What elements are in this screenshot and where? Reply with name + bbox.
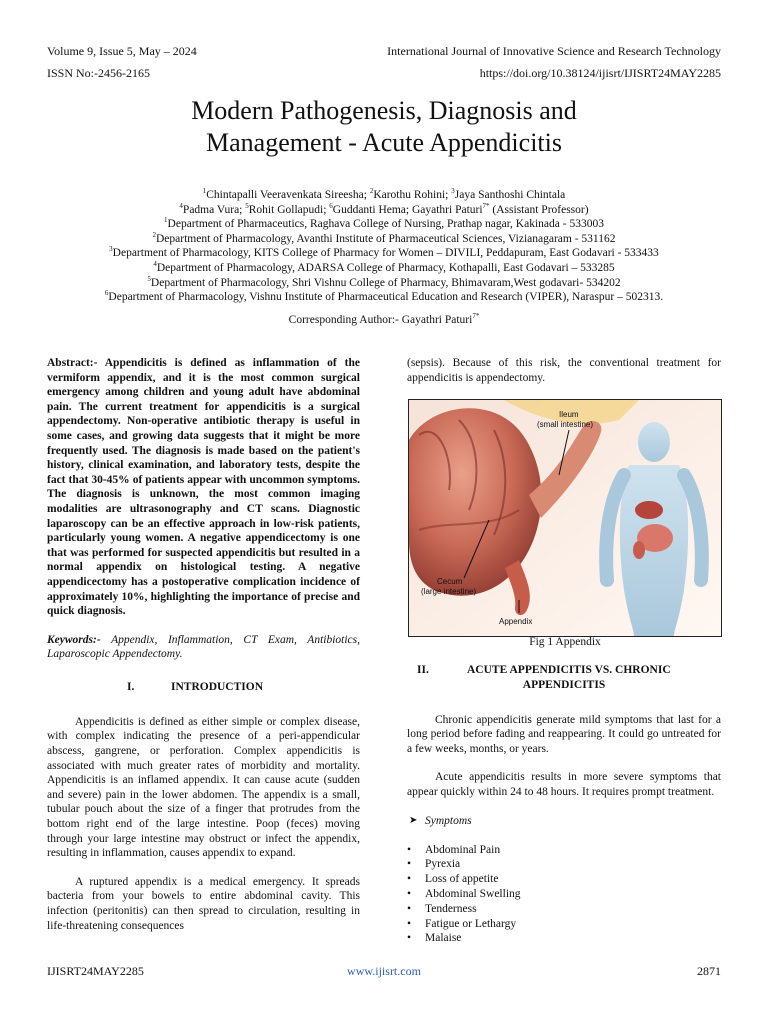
title-line-1: Modern Pathogenesis, Diagnosis and [191,96,577,125]
intro-paragraph-1: Appendicitis is defined as either simple or complex disease, with complex indicating the presence of a peri-appendicular abscess, gangrene, or perforation. Complex appendicitis is associated with much greater rates of morbidity and mortality. Appendicitis is an inflamed appendix. It can cause acute (sudden and severe) pain in the lower abdomen. The appendix is a small, tubular pouch about the size of a finger that protrudes from the bottom right end of the large intestine. Poop (feces) moving through your large intestine may obstruct or infect the appendix, resulting in inflammation, causes appendix to expand. [47,715,360,860]
symptom-item: • Loss of appetite [407,872,721,887]
author-sup: 4 [179,201,183,210]
symptom-item: • Tenderness [407,902,721,917]
affiliation-text: Department of Pharmaceutics, Raghava College of Nursing, Prathap nagar, Kakinada - 533003 [167,218,604,231]
symptom-item: • Fatigue or Lethargy [407,917,721,932]
affiliation [0,246,768,261]
corresponding-author [0,314,768,326]
author-sup: 2 [369,187,374,196]
affiliation [0,261,768,276]
section-title: ACUTE APPENDICITIS VS. CHRONIC [467,664,671,676]
author-name: Rohit Gollapudi; [248,203,330,216]
symptoms-list [407,843,721,947]
affiliation [0,217,768,232]
author-sup: 7* [482,201,490,210]
figure-label-appendix: Appendix [499,617,533,626]
affiliation-sup: 2 [152,230,156,239]
acute-paragraph: Acute appendicitis results in more severe symptoms that appear quickly within 24 to 48 hours. It requires prompt treatment. [407,771,721,798]
paper-title [0,95,768,159]
sepsis-paragraph: (sepsis). Because of this risk, the conventional treatment for appendicitis is appendectomy. [407,357,721,384]
chronic-paragraph: Chronic appendicitis generate mild symptoms that last for a long period before fading and reappearing. It could go untreated for a few weeks, months, or years. [407,713,721,755]
issn: ISSN No:-2456-2165 [47,66,151,80]
author-name: Padma Vura; [182,203,246,216]
keywords [47,633,360,662]
volume-info: Volume 9, Issue 5, May – 2024 [47,44,197,58]
affiliation-sup: 5 [147,274,151,283]
affiliation [0,232,768,247]
appendix-figure [408,399,722,637]
symptoms-heading [407,814,721,829]
author-name: Jaya Santhoshi Chintala [454,189,566,201]
appendix-illustration [409,400,721,636]
authors-line-2 [0,203,768,218]
author-sup: 3 [451,187,455,196]
affiliation-sup: 3 [109,245,113,254]
journal-name: International Journal of Innovative Science and Research Technology [387,44,721,58]
affiliation-text: Department of Pharmacology, Shri Vishnu College of Pharmacy, Bhimavaram,West godavari- 534202 [150,276,621,289]
figure-label-ileum-sub: (small intestine) [537,420,594,429]
keywords-label: Keywords:- [47,633,101,646]
corresponding-text: Corresponding Author:- Gayathri Paturi [288,314,473,326]
author-name: Chintapalli Veeravenkata Sireesha; [206,189,370,201]
affiliation-sup: 1 [164,216,168,225]
abstract: Abstract:- Appendicitis is defined as inflammation of the vermiform appendix, and it is the most common surgical emergency among children and young adult have abdominal pain. The current treatment for appendicitis is a surgical appendectomy. Non-operative antibiotic therapy is useful in some cases, and growing data suggests that it might be more frequently used. The diagnosis is made based on the patient's history, clinical examination, and laboratory tests, despite the fact that 30-45% of patients appear with uncommon symptoms. The diagnosis is unknown, the most common imaging modalities are ultrasonography and CT scans. Diagnostic laparoscopy can be an effective approach in low-risk patients, particularly young women. A negative appendicectomy is one that was performed for suspected appendicitis but resulted in a normal appendix on histological testing. A negative appendicectomy has a postoperative complication incidence of approximately 10%, highlighting the importance of precise and quick diagnosis. [47,357,360,618]
keywords-text: Appendix, Inflammation, CT Exam, Antibiotics, Laparoscopic Appendectomy. [47,633,360,661]
section-number: I. [127,680,135,693]
figure-label-ileum: Ileum [559,410,579,419]
author-sup: 1 [202,187,207,196]
author-name: Karothu Rohini; [373,189,452,201]
symptom-item: • Malaise [407,931,721,946]
section-heading-introduction [47,680,360,695]
author-sup: 6 [329,201,333,210]
figure-label-cecum-sub: (large intestine) [421,587,477,596]
authors-line-1 [0,188,768,203]
symptom-item: • Pyrexia [407,857,721,872]
footer-paper-id: IJISRT24MAY2285 [47,964,144,978]
website-link[interactable]: www.ijisrt.com [347,964,421,978]
affiliation-sup: 6 [104,289,109,298]
arrow-bullet-icon: ➤ [409,814,418,826]
author-name: Guddanti Hema; Gayathri Paturi [332,203,483,216]
affiliation-text: Department of Pharmacology, Avanthi Institute of Pharmaceutical Sciences, Vizianagaram - 531162 [156,232,616,245]
section-title-line-2: APPENDICITIS [522,679,606,691]
figure-label-cecum: Cecum [437,577,463,586]
section-heading-acute-vs-chronic [407,663,721,678]
right-column [407,356,721,385]
affiliation-text: Department of Pharmacology, ADARSA College of Pharmacy, Kothapalli, East Godavari – 533285 [156,261,615,274]
page-number: 2871 [697,964,721,978]
left-column [47,356,360,933]
author-role: (Assistant Professor) [489,203,589,216]
footer-website [0,964,768,979]
section-title: INTRODUCTION [171,680,264,693]
figure-caption: Fig 1 Appendix [529,636,601,648]
affiliation [0,290,768,305]
symptom-item: • Abdominal Pain [407,843,721,858]
author-block [0,188,768,305]
affiliation [0,276,768,291]
symptoms-heading-text: Symptoms [425,814,472,827]
affiliation-sup: 4 [153,260,157,269]
doi-link[interactable]: https://doi.org/10.38124/ijisrt/IJISRT24MAY2285 [479,66,721,80]
title-line-2: Management - Acute Appendicitis [206,128,562,157]
section-number: II. [417,664,429,676]
intro-paragraph-2: A ruptured appendix is a medical emergency. It spreads bacteria from your bowels to entire abdominal cavity. This infection (peritonitis) can then spread to circulation, resulting in life-threatening consequences [47,875,360,932]
author-sup: 5 [245,201,249,210]
corresponding-sup: 7* [472,312,480,321]
right-column-lower [407,663,721,946]
affiliation-text: Department of Pharmacology, KITS College of Pharmacy for Women – DIVILI, Peddapuram, East Godavari - 533433 [112,247,659,260]
affiliation-text: Department of Pharmacology, Vishnu Institute of Pharmaceutical Education and Research (VIPER), Naraspur – 502313. [108,291,664,304]
symptom-item: • Abdominal Swelling [407,887,721,902]
